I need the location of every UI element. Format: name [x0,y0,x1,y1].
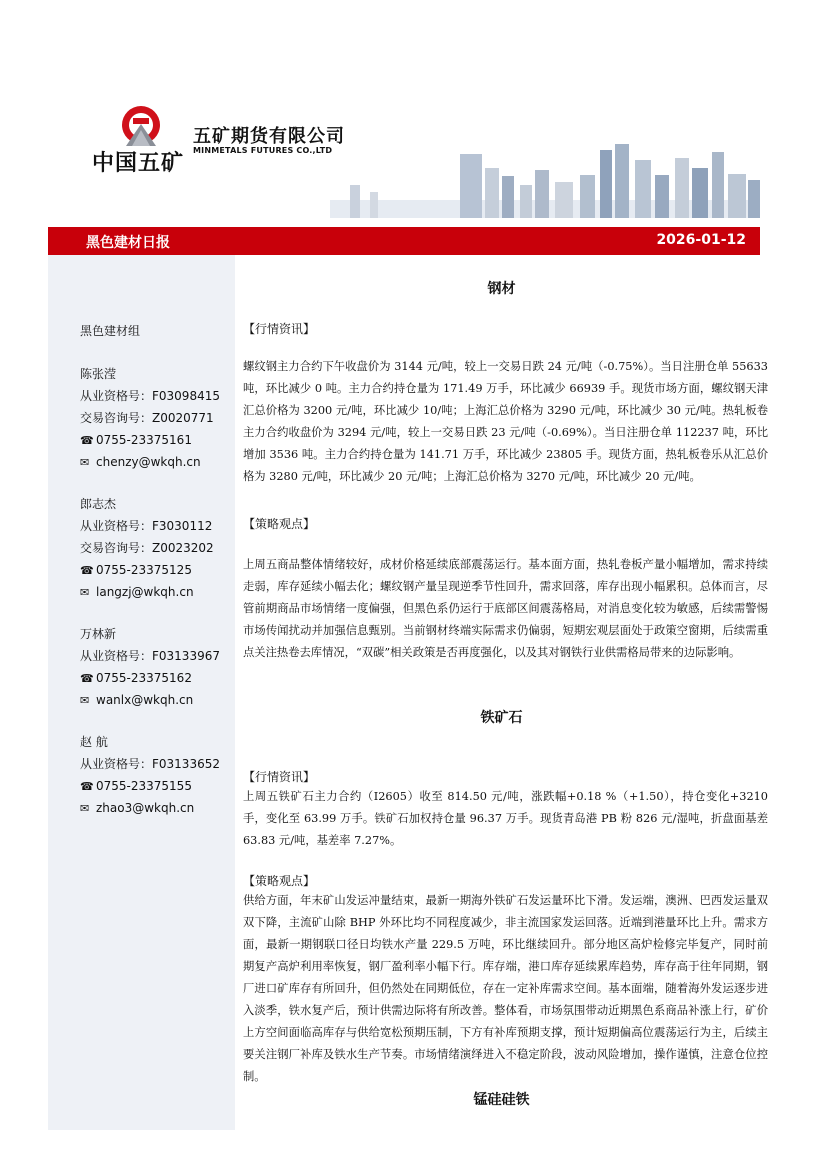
email-icon: ✉ [80,694,90,707]
email-address[interactable]: chenzy@wkqh.cn [96,455,201,469]
logo-text: 中国五矿 [92,151,185,176]
section-title-ferroalloy: 锰硅硅铁 [473,1092,530,1108]
analyst-phone [80,775,192,798]
section-title-iron-ore: 铁矿石 [480,710,523,726]
analyst-consult-number: 交易咨询号：Z0023202 [80,541,214,555]
analyst-name: 赵 航 [80,735,108,749]
email-address[interactable]: zhao3@wkqh.cn [96,801,195,815]
phone-number: 0755-23375162 [96,671,192,685]
analyst-name: 万林新 [80,627,117,641]
analyst-qualification: 从业资格号：F03098415 [80,389,220,403]
market-news-label: 【行情资讯】 [243,770,316,784]
email-address[interactable]: wanlx@wkqh.cn [96,693,194,707]
steel-strategy-view: 上周五商品整体情绪较好，成材价格延续底部震荡运行。基本面方面，热轧卷板产量小幅增加，需求持续走弱，库存延续小幅去化；螺纹钢产量呈现逆季节性回升，需求回落，库存出现小幅累积。总体而言，尽管前期商品市场情绪一度偏强，但黑色系仍运行于底部区间震荡格局，对消息变化较为敏感，后续需警惕市场传闻扰动并加强信息甄别。当前钢材终端实际需求仍偏弱，短期宏观层面处于政策空窗期，后续需重点关注热卷去库情况，“双碳”相关政策是否再度强化，以及其对钢铁行业供需格局带来的边际影响。 [243,558,768,659]
analyst-consult-number: 交易咨询号：Z0020771 [80,411,214,425]
phone-number: 0755-23375161 [96,433,192,447]
analyst-phone [80,559,192,582]
email-address[interactable]: langzj@wkqh.cn [96,585,194,599]
phone-icon: ☎ [80,672,94,685]
email-icon: ✉ [80,586,90,599]
analyst-phone [80,429,192,452]
report-title-bar [48,227,760,255]
analyst-email[interactable] [80,689,193,712]
analyst-email[interactable] [80,581,194,604]
section-title-steel: 钢材 [487,281,516,297]
analyst-email[interactable] [80,451,201,474]
phone-number: 0755-23375125 [96,563,192,577]
email-icon: ✉ [80,456,90,469]
china-minmetals-emblem-logo [118,104,164,150]
phone-icon: ☎ [80,564,94,577]
report-date: 2026-01-12 [656,232,746,248]
analyst-qualification: 从业资格号：F03133652 [80,757,220,771]
strategy-view-label: 【策略观点】 [243,874,316,888]
analyst-name: 郎志杰 [80,497,117,511]
report-title: 黑色建材日报 [86,235,170,251]
iron-ore-market-news: 上周五铁矿石主力合约（I2605）收至 814.50 元/吨，涨跌幅+0.18 %（+1.50），持仓变化+3210 手，变化至 63.99 万手。铁矿石加权持仓量 96.37 万手。现货青岛港 PB 粉 826 元/湿吨，折盘面基差 63.83 元/吨，基差率 7.27%。 [243,790,768,847]
market-news-label: 【行情资讯】 [243,322,316,336]
strategy-view-label: 【策略观点】 [243,517,316,531]
group-name: 黑色建材组 [80,324,141,338]
analyst-email[interactable] [80,797,194,820]
company-name-en: MINMETALS FUTURES CO.,LTD [193,146,333,155]
analyst-qualification: 从业资格号：F3030112 [80,519,213,533]
analyst-phone [80,667,192,690]
phone-number: 0755-23375155 [96,779,192,793]
analyst-qualification: 从业资格号：F03133967 [80,649,220,663]
phone-icon: ☎ [80,434,94,447]
iron-ore-strategy-view: 供给方面，年末矿山发运冲量结束，最新一期海外铁矿石发运量环比下滑。发运端，澳洲、巴西发运量双双下降，主流矿山除 BHP 外环比均不同程度减少，非主流国家发运回落。近端到港量环比上升。需求方面，最新一期钢联口径日均铁水产量 229.5 万吨，环比继续回升。部分地区高炉检修完毕复产，同时前期复产高炉利用率恢复，钢厂盈利率小幅下行。库存端，港口库存延续累库趋势，库存高于往年同期，钢厂进口矿库存有所回升，但仍然处在同期低位，存在一定补库需求空间。基本面端，随着海外发运逐步进入淡季，铁水复产后，预计供需边际将有所改善。整体看，市场氛围带动近期黑色系商品补涨上行，矿价上方空间面临高库存与供给宽松预期压制，下方有补库预期支撑，预计短期偏高位震荡运行为主，后续主要关注钢厂补库及铁水生产节奏。市场情绪演绎进入不稳定阶段，波动风险增加，操作谨慎，注意仓位控制。 [243,894,768,1083]
company-name-cn: 五矿期货有限公司 [193,126,345,147]
phone-icon: ☎ [80,780,94,793]
email-icon: ✉ [80,802,90,815]
analyst-sidebar [48,255,235,1130]
steel-market-news: 螺纹钢主力合约下午收盘价为 3144 元/吨，较上一交易日跌 24 元/吨（-0.75%）。当日注册仓单 55633 吨，环比减少 0 吨。主力合约持仓量为 171.49 万手，环比减少 66939 手。现货市场方面，螺纹钢天津汇总价格为 3200 元/吨，环比减少 10/吨；上海汇总价格为 3290 元/吨，环比减少 30 元/吨。热轧板卷主力合约收盘价为 3294 元/吨，较上一交易日跌 23 元/吨（-0.69%）。当日注册仓单 112237 吨，环比增加 3536 吨。主力合约持仓量为 141.71 万手，环比减少 23805 手。现货方面，热轧板卷乐从汇总价格为 3280 元/吨，环比减少 20 元/吨；上海汇总价格为 3270 元/吨，环比减少 20 元/吨。 [243,360,768,483]
analyst-name: 陈张滢 [80,367,117,381]
city-skyline-banner-image [330,130,760,218]
